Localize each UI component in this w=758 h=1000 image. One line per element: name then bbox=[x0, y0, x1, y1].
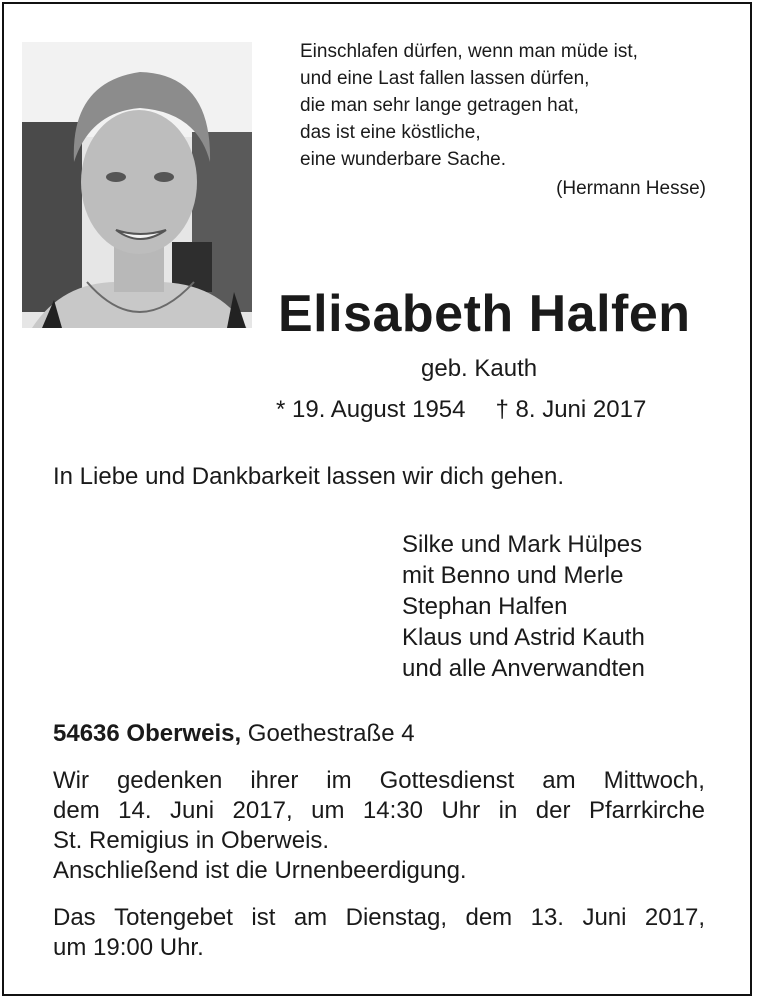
word: am bbox=[542, 767, 576, 794]
death-date: † 8. Juni 2017 bbox=[495, 396, 647, 423]
poem-author: (Hermann Hesse) bbox=[556, 178, 706, 199]
word: um bbox=[311, 797, 345, 824]
word: dem bbox=[53, 797, 100, 824]
portrait-image bbox=[22, 42, 252, 328]
portrait-photo bbox=[22, 42, 252, 328]
poem bbox=[300, 38, 638, 173]
word: 14. bbox=[118, 797, 152, 824]
service-line bbox=[53, 766, 705, 796]
poem-line: das ist eine köstliche, bbox=[300, 122, 481, 143]
word: 13. bbox=[530, 904, 564, 931]
word: Juni bbox=[170, 797, 215, 824]
word: am bbox=[293, 904, 328, 931]
life-dates bbox=[276, 396, 646, 424]
service-line-text bbox=[53, 766, 705, 796]
address-place: 54636 Oberweis, bbox=[53, 720, 242, 747]
prayer-line-text bbox=[53, 903, 705, 933]
mourner: Klaus und Astrid Kauth bbox=[402, 624, 645, 651]
word: Uhr bbox=[441, 797, 481, 824]
mourner: mit Benno und Merle bbox=[402, 562, 624, 589]
word: ist bbox=[251, 904, 276, 931]
prayer-info bbox=[53, 903, 705, 963]
word: der bbox=[535, 797, 571, 824]
service-line-text bbox=[53, 796, 705, 826]
word: ihrer bbox=[250, 767, 299, 794]
word: 14:30 bbox=[362, 797, 423, 824]
word: Totengebet bbox=[114, 904, 233, 931]
service-line: Anschließend ist die Urnenbeerdigung. bbox=[53, 857, 467, 884]
word: im bbox=[326, 767, 352, 794]
address bbox=[53, 720, 415, 748]
address-street: Goethestraße 4 bbox=[247, 720, 415, 747]
word: 2017, bbox=[644, 904, 705, 931]
word: dem bbox=[465, 904, 513, 931]
word: Gottesdienst bbox=[379, 767, 515, 794]
mourner: und alle Anverwandten bbox=[402, 655, 645, 682]
farewell-text: In Liebe und Dankbarkeit lassen wir dich gehen. bbox=[53, 463, 564, 490]
word: Dienstag, bbox=[345, 904, 448, 931]
poem-line: Einschlafen dürfen, wenn man müde ist, bbox=[300, 41, 638, 62]
word: Pfarrkirche bbox=[588, 797, 705, 824]
poem-line: die man sehr lange getragen hat, bbox=[300, 95, 579, 116]
mourners-list bbox=[402, 529, 645, 684]
prayer-line bbox=[53, 903, 705, 933]
word: Wir bbox=[53, 767, 89, 794]
word: gedenken bbox=[116, 767, 223, 794]
mourner: Stephan Halfen bbox=[402, 593, 568, 620]
word: in bbox=[498, 797, 518, 824]
prayer-line: um 19:00 Uhr. bbox=[53, 934, 204, 961]
service-line: St. Remigius in Oberweis. bbox=[53, 827, 330, 854]
service-info bbox=[53, 766, 705, 886]
poem-line: und eine Last fallen lassen dürfen, bbox=[300, 68, 590, 89]
word: Mittwoch, bbox=[603, 767, 705, 794]
poem-line: eine wunderbare Sache. bbox=[300, 149, 506, 170]
word: 2017, bbox=[232, 797, 293, 824]
birth-date: * 19. August 1954 bbox=[276, 396, 466, 423]
birth-name: geb. Kauth bbox=[421, 355, 538, 382]
word: Das bbox=[53, 904, 96, 931]
mourner: Silke und Mark Hülpes bbox=[402, 531, 643, 558]
deceased-name: Elisabeth Halfen bbox=[278, 285, 691, 343]
word: Juni bbox=[582, 904, 627, 931]
service-line bbox=[53, 796, 705, 826]
